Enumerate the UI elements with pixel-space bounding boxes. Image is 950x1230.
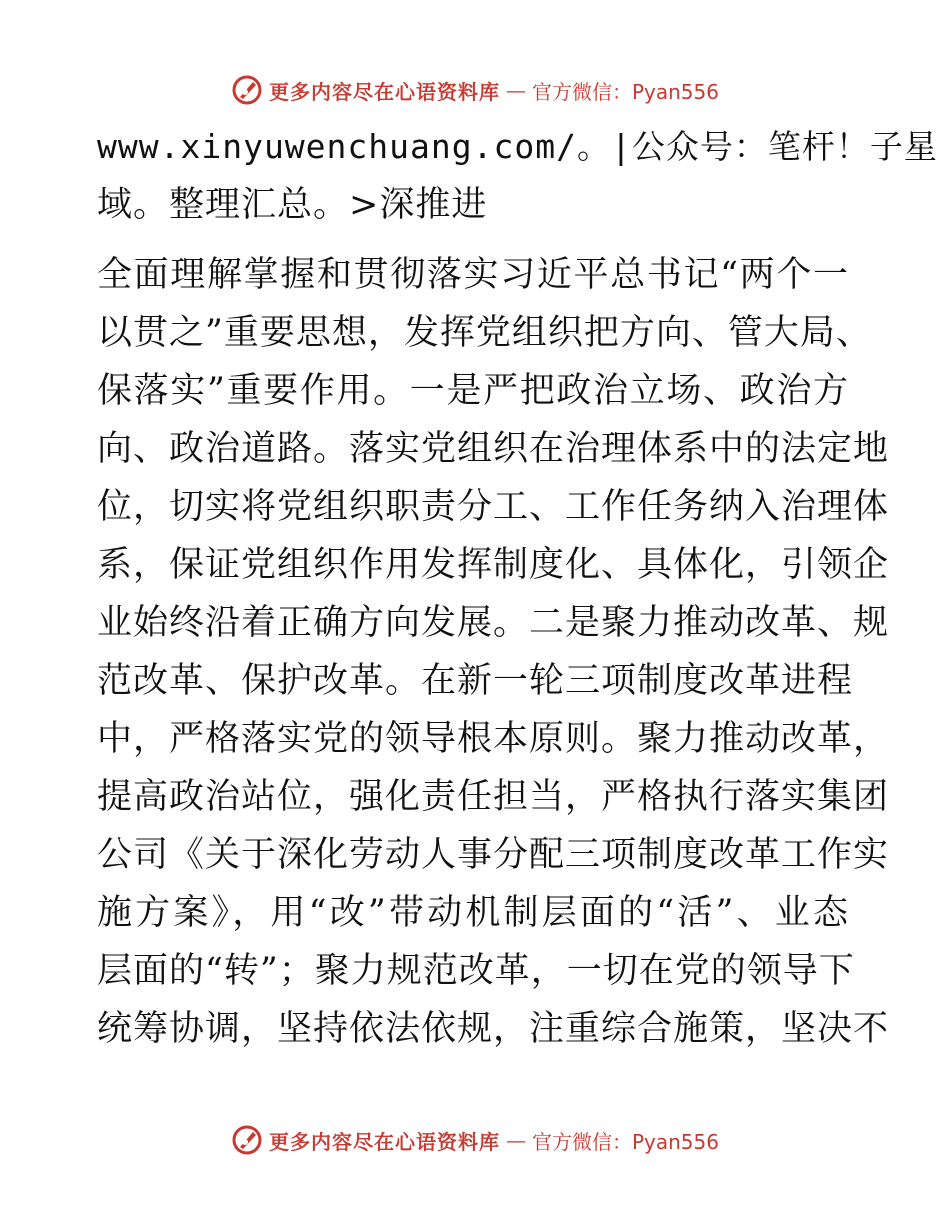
header-banner-contact: 官方微信：Pyan556 bbox=[531, 79, 719, 104]
header-banner bbox=[0, 70, 950, 110]
paragraph-line: 业始终沿着正确方向发展。二是聚力推动改革、规 bbox=[97, 603, 890, 643]
pen-logo-icon bbox=[231, 74, 263, 106]
paragraph-line: 位，切实将党组织职责分工、工作任务纳入治理体 bbox=[97, 487, 890, 527]
paragraph-gap bbox=[97, 234, 849, 246]
paragraph-line: 统筹协调，坚持依法依规，注重综合施策，坚决不 bbox=[97, 1009, 890, 1049]
header-banner-text: 更多内容尽在心语资料库 bbox=[268, 79, 500, 104]
intro-line: www.xinyuwenchuang.com/。|公众号：笔杆！子星 bbox=[97, 127, 938, 166]
paragraph-line: 向、政治道路。落实党组织在治理体系中的法定地 bbox=[97, 429, 890, 469]
paragraph-line: 施方案》，用“改”带动机制层面的“活”、业态 bbox=[97, 893, 849, 933]
pen-logo-icon bbox=[231, 1124, 263, 1156]
footer-banner-contact: 官方微信：Pyan556 bbox=[531, 1129, 719, 1154]
paragraph-line: 层面的“转”；聚力规范改革，一切在党的领导下 bbox=[97, 951, 855, 991]
paragraph-line: 提高政治站位，强化责任担当，严格执行落实集团 bbox=[97, 777, 890, 817]
paragraph-line: 系，保证党组织作用发挥制度化、具体化，引领企 bbox=[97, 545, 890, 585]
paragraph-line: 全面理解掌握和贯彻落实习近平总书记“两个一 bbox=[97, 255, 849, 295]
footer-banner-text: 更多内容尽在心语资料库 bbox=[268, 1129, 500, 1154]
paragraph-line: 公司《关于深化劳动人事分配三项制度改革工作实 bbox=[97, 835, 890, 875]
paragraph-line: 以贯之”重要思想，发挥党组织把方向、管大局、 bbox=[97, 313, 872, 353]
header-banner-dash: — bbox=[505, 78, 526, 102]
intro-line: 域。整理汇总。>深推进 bbox=[97, 185, 488, 225]
document-body bbox=[97, 118, 938, 1058]
paragraph-line: 中，严格落实党的领导根本原则。聚力推动改革， bbox=[97, 719, 890, 759]
footer-banner bbox=[0, 1120, 950, 1160]
paragraph-line: 保落实”重要作用。一是严把政治立场、政治方 bbox=[97, 371, 849, 411]
paragraph-line: 范改革、保护改革。在新一轮三项制度改革进程 bbox=[97, 661, 854, 701]
footer-banner-dash: — bbox=[505, 1128, 526, 1152]
